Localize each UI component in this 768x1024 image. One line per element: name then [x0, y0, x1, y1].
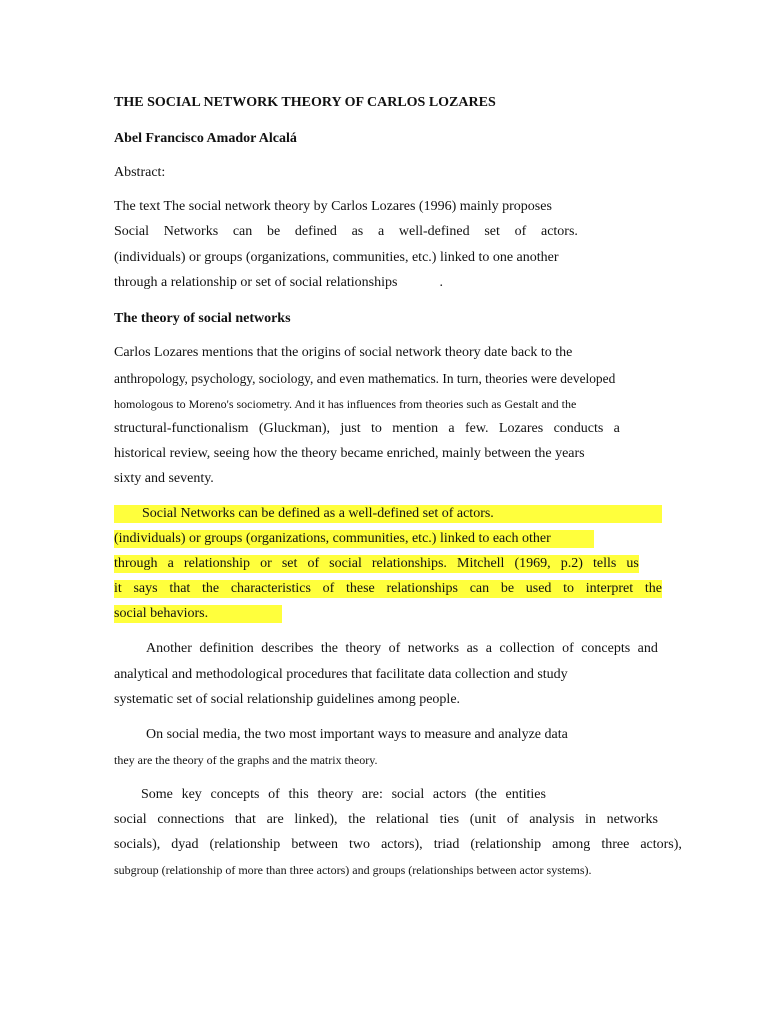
para1-line-2: anthropology, psychology, sociology, and even mathematics. In turn, theories were developed [114, 371, 616, 386]
word: relationships. [371, 556, 447, 571]
para2-line-1 [146, 640, 658, 658]
word: concepts [581, 641, 631, 656]
word: in [585, 812, 596, 827]
word: connections [157, 812, 225, 827]
word: us [626, 556, 639, 571]
word: a [613, 421, 620, 436]
word: social [391, 787, 425, 802]
word: can [232, 224, 253, 239]
para1-line-6: sixty and seventy. [114, 471, 214, 486]
word: socials), [114, 837, 161, 852]
word: actors. [540, 224, 578, 239]
word: as [351, 224, 364, 239]
word: be [266, 224, 281, 239]
word: entities [505, 787, 546, 802]
word: (the [475, 787, 497, 802]
para1-line-3: homologous to Moreno's sociometry. And it has influences from theories such as Gestalt and the [114, 397, 577, 411]
word: of [562, 641, 574, 656]
abstract-line-2 [114, 223, 578, 241]
word: triad [433, 837, 460, 852]
word: of [322, 581, 335, 596]
word: Networks [163, 224, 219, 239]
word: tells [592, 556, 617, 571]
word: social [329, 556, 362, 571]
word: and [637, 641, 658, 656]
word: of [388, 641, 401, 656]
word: among [552, 837, 591, 852]
para4-line-4: subgroup (relationship of more than three actors) and groups (relationships between actor systems). [114, 863, 592, 877]
word: a [377, 224, 385, 239]
word: actors), [381, 837, 423, 852]
abstract-line-1: The text The social network theory by Carlos Lozares (1996) mainly proposes [114, 199, 552, 214]
word: set [484, 224, 500, 239]
word: networks [407, 641, 460, 656]
word: few. [464, 421, 489, 436]
abstract-line-3: (individuals) or groups (organizations, communities, etc.) linked to one another [114, 250, 559, 265]
word: a [448, 421, 455, 436]
word: Another [146, 641, 192, 656]
word: (relationship [470, 837, 542, 852]
word: characteristics [230, 581, 311, 596]
highlight-line-1 [114, 505, 662, 523]
word: p.2) [560, 556, 583, 571]
abstract-line-4 [114, 274, 443, 292]
word: relational [376, 812, 429, 827]
word: just [340, 421, 361, 436]
word: actors), [640, 837, 682, 852]
word: of [506, 812, 519, 827]
highlight-line-2: (individuals) or groups (organizations, communities, etc.) linked to each other [114, 530, 594, 548]
word: theory [317, 787, 354, 802]
word: to [370, 421, 382, 436]
word: it [114, 581, 122, 596]
para4-line-2 [114, 811, 658, 829]
para4-line-3 [114, 836, 682, 854]
word: dyad [171, 837, 199, 852]
word: a [485, 641, 492, 656]
word: relationship [183, 556, 251, 571]
highlight-line-5: social behaviors. [114, 605, 282, 623]
word: ties [439, 812, 460, 827]
word: well-defined [398, 224, 470, 239]
word: that [169, 581, 191, 596]
highlight-line-4 [114, 580, 662, 598]
word: the [320, 641, 338, 656]
word: conducts [553, 421, 604, 436]
word: key [181, 787, 202, 802]
word: Some [141, 787, 173, 802]
word: structural-functionalism [114, 421, 249, 436]
word: of [514, 224, 527, 239]
word: says [133, 581, 158, 596]
word: Lozares [498, 421, 544, 436]
word: (1969, [514, 556, 551, 571]
word: as [466, 641, 479, 656]
para1-line-1: Carlos Lozares mentions that the origins of social network theory date back to the [114, 345, 573, 360]
word: to [563, 581, 575, 596]
word: (relationship [209, 837, 281, 852]
para1-line-5: historical review, seeing how the theory became enriched, mainly between the years [114, 446, 585, 461]
highlight-line-3 [114, 555, 639, 573]
word: are: [361, 787, 383, 802]
abstract-label: Abstract: [114, 165, 166, 180]
word: relationships [386, 581, 458, 596]
word: used [525, 581, 552, 596]
word: two [349, 837, 371, 852]
word: definition [199, 641, 254, 656]
word: between [291, 837, 338, 852]
word: concepts [210, 787, 260, 802]
para2-line-2: analytical and methodological procedures that facilitate data collection and study [114, 667, 568, 682]
word: (unit [469, 812, 497, 827]
word: a [167, 556, 174, 571]
word: networks [606, 812, 658, 827]
word: theory [345, 641, 382, 656]
para1-line-4 [114, 420, 620, 438]
section-heading: The theory of social networks [114, 311, 291, 326]
word: through [114, 556, 158, 571]
highlight-line-1-text: Social Networks can be defined as a well-defined set of actors. [142, 506, 494, 521]
word: these [345, 581, 375, 596]
abstract-line-4-text: through a relationship or set of social relationships [114, 275, 398, 290]
document-title: THE SOCIAL NETWORK THEORY OF CARLOS LOZARES [114, 95, 496, 110]
word: the [202, 581, 220, 596]
word: interpret [585, 581, 634, 596]
word: are [266, 812, 284, 827]
word: the [348, 812, 366, 827]
word: or [260, 556, 272, 571]
word: can [469, 581, 490, 596]
word: analysis [529, 812, 575, 827]
abstract-line-4-period: . [439, 275, 443, 290]
word: (Gluckman), [258, 421, 331, 436]
word: describes [261, 641, 314, 656]
word: Mitchell [457, 556, 505, 571]
word: actors [432, 787, 467, 802]
author-name: Abel Francisco Amador Alcalá [114, 131, 297, 146]
word: the [644, 581, 662, 596]
para3-line-2: they are the theory of the graphs and the matrix theory. [114, 753, 378, 767]
word: defined [294, 224, 337, 239]
para2-line-3: systematic set of social relationship guidelines among people. [114, 692, 461, 707]
word: Social [114, 224, 149, 239]
word: this [288, 787, 309, 802]
para3-line-1: On social media, the two most important ways to measure and analyze data [146, 727, 568, 742]
word: of [307, 556, 320, 571]
word: set [281, 556, 298, 571]
para4-line-1 [141, 786, 546, 804]
word: mention [392, 421, 439, 436]
word: be [500, 581, 515, 596]
word: collection [499, 641, 555, 656]
word: linked), [294, 812, 338, 827]
word: that [234, 812, 256, 827]
word: social [114, 812, 147, 827]
word: three [601, 837, 630, 852]
word: of [268, 787, 280, 802]
